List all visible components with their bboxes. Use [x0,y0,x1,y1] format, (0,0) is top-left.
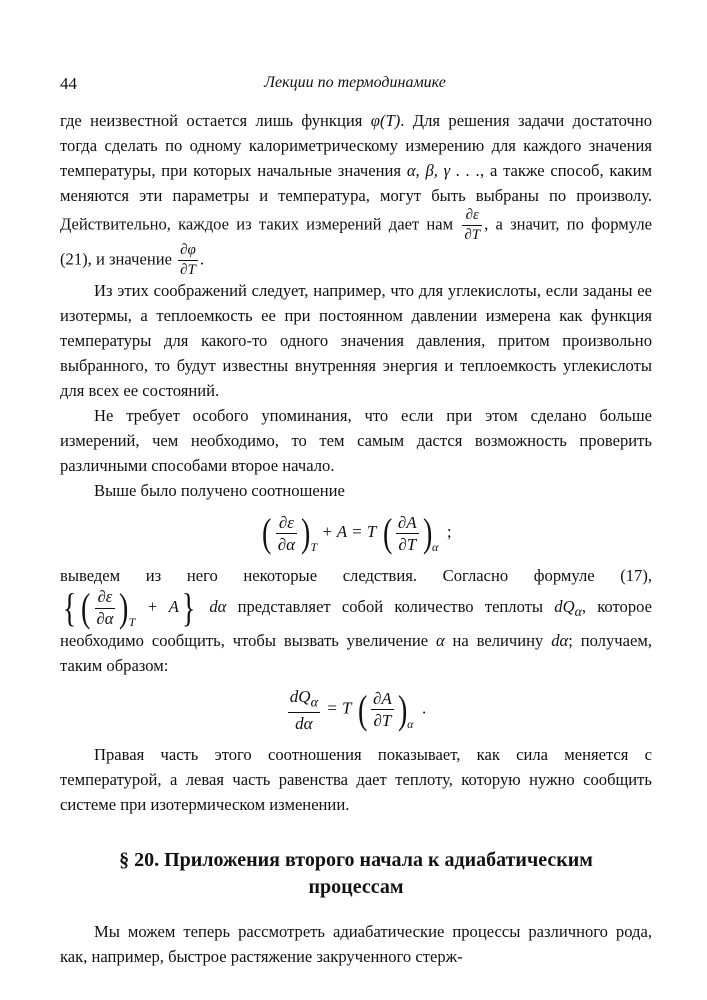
text: , а значит, по формуле (21), и значение [60,214,652,269]
eq1-lhs-fraction: $\frac{\partial\varepsilon}{\partial\alpha}$ [277,512,296,554]
paragraph-6: Правая часть этого соотношения показывает, как сила меняется с температурой, а левая часть равенства дает теплоту, которую нужно сообщить системе при изотермическом изменении. [60,744,652,814]
p5-dq: dQ [554,596,575,616]
running-title: Лекции по термодинамике [264,74,446,91]
section-heading [60,847,652,901]
paragraph-1 [60,108,652,278]
section-heading-line-1: § 20. Приложения второго начала к адиабатическим [119,848,593,871]
eq2-mid: = T [326,698,352,718]
eq1-lhs-sub: T [310,539,318,554]
text: ; получаем, таким образом: [60,631,652,675]
paragraph-4: Выше было получено соотношение [94,481,345,500]
eq1-mid: + A = T [321,521,377,541]
eq2-rhs-sub: α [407,716,414,731]
text: на величину [444,631,552,650]
equation-2: $\frac{dQ_\alpha}{d\alpha}$ = T ( $\frac{\partial A}{\partial T}$ )$_\alpha$ . [289,686,427,733]
math-params: α, β, γ . . . [406,161,481,180]
p5-dq-sub: α [574,604,582,620]
equation-1: ( $\frac{\partial\varepsilon}{\partial\alpha}$ )$_T + A = T$ ( $\frac{\partial A}{\partial T}$ )$_\alpha$ ; [262,510,452,555]
eq2-end: . [421,698,427,718]
text: выведем из него некоторые следствия. Согласно формуле (17), [60,566,652,585]
math-phi-t: φ(T) [370,111,401,130]
paragraph-7: Мы можем теперь рассмотреть адиабатические процессы различного рода, как, например, быстрое растяжение закрученного стерж- [60,921,652,966]
eq1-rhs-fraction: $\frac{\partial A}{\partial T}$ [397,512,417,554]
text: где неизвестной остается лишь функция [60,111,371,130]
p5-da: dα [209,596,227,616]
fraction-dphi-dt: $\frac{\partial\varphi}{\partial T}$ [180,242,196,278]
text: , которое необходимо сообщить, чтобы вызвать увеличение [60,596,652,650]
eq2-lhs-fraction: $\frac{dQ_\alpha}{d\alpha}$ [289,687,318,733]
section-heading-line-2: процессам [308,875,404,898]
eq1-rhs-sub: α [432,539,439,554]
paragraph-2: Из этих соображений следует, например, что для углекислоты, если заданы ее изотермы, а теплоемкость ее при постоянном давлении измерена как функция температуры для какого-то одного значения давления, притом произвольно выбранного, то будут известны внутренняя энергия и теплоемкость углекислоты для всех ее состояний. [60,281,652,400]
p5-sub: T [128,614,136,629]
text: . Для решения задачи достаточно тогда сделать по одному калориметрическому измерению для каждого значения температуры, при которых начальные значения [60,111,652,180]
paragraph-3: Не требует особого упоминания, что если при этом сделано больше измерений, чем необходимо, то тем самым дастся возможность проверить различными способами второе начало. [60,406,652,475]
p5-da2: dα [551,631,569,650]
eq2-rhs-fraction: $\frac{\partial A}{\partial T}$ [373,689,392,731]
page-number: 44 [60,74,77,93]
text: представляет собой количество теплоты [226,596,555,616]
page-header [60,74,650,98]
paragraph-5-cont: { ( $\frac{\partial\varepsilon}{\partial\alpha}$ )$_T + A$} dα представляет собой количество теплоты $dQ_\alpha$, которое необходимо сообщить, чтобы вызвать увеличение α на величину dα; получаем, таким образом: [60,585,652,675]
paragraph-5 [60,563,652,588]
page-body [60,108,652,969]
text: , а также способ, каким меняются эти параметры и температура, могут быть выбраны по произволу. Действительно, каждое из таких измерений дает нам [60,161,653,234]
eq1-end: ; [446,521,452,541]
text: . [199,249,205,269]
p5-plus-a: + A [146,596,179,616]
p5-alpha: α [435,631,445,650]
p5-fraction: $\frac{\partial\varepsilon}{\partial\alpha}$ [96,586,114,628]
fraction-deps-dt: $\frac{\partial\varepsilon}{\partial T}$ [464,207,481,243]
